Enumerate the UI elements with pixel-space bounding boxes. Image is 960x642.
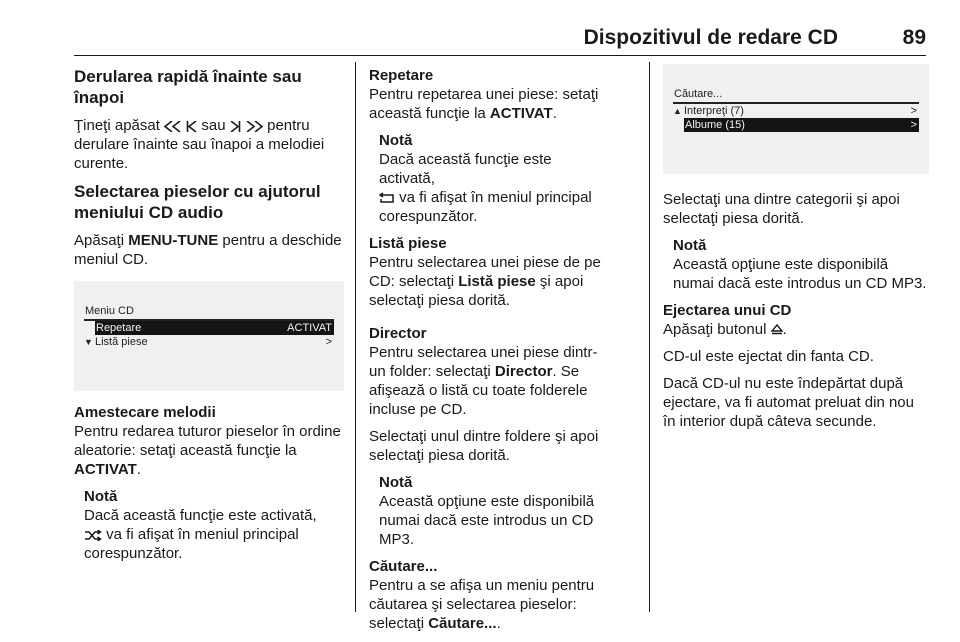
heading-seek: Derularea rapidă înainte sau înapoi [74, 67, 302, 107]
page-title: Dispozitivul de redare CD [583, 26, 838, 49]
heading-shuffle: Amestecare melodii [74, 404, 216, 421]
note-shuffle: Notă Dacă această funcţie este activată, va fi afişat în meniul principal corespunzător. [84, 488, 317, 562]
search-menu-title: Căutare... [674, 88, 723, 100]
note-director: Notă Această opţiune este disponibilă numai dacă este introdus un CD MP3. [379, 474, 595, 548]
paragraph-eject-2: CD-ul este ejectat din fanta CD. [663, 348, 874, 365]
heading-repeat: Repetare [369, 67, 434, 84]
heading-eject: Ejectarea unui CD [663, 302, 792, 319]
chevron-right-icon: > [910, 104, 917, 117]
arrow-up-icon: ▲ [84, 322, 93, 333]
paragraph-director-2: Selectaţi unul dintre foldere şi apoi selectaţi piesa dorită. [369, 428, 599, 464]
paragraph-eject: Apăsaţi butonul . [663, 321, 787, 338]
menu-row-albums: ▼ Albume (15) > [673, 118, 917, 131]
next-track-icon [230, 121, 241, 132]
cd-menu-screen [74, 281, 344, 391]
page-number: 89 [902, 26, 926, 49]
shuffle-icon [84, 530, 102, 541]
column-divider-right [649, 62, 650, 612]
rewind-icon [164, 121, 182, 132]
paragraph-repeat: Pentru repetarea unei piese: setaţi această funcţie la ACTIVAT. [369, 86, 599, 122]
previous-track-icon [186, 121, 197, 132]
heading-director: Director [369, 325, 427, 342]
menu-row-tracklist: ▼ Listă piese > [84, 335, 332, 348]
page-header [74, 26, 926, 56]
paragraph-tracklist: Pentru selectarea unei piese de pe CD: selectaţi Listă piese şi apoi selectaţi piesa dorită. [369, 254, 601, 309]
menu-row-artists: ▲ Interpreţi (7) > [673, 104, 917, 117]
arrow-down-icon: ▼ [673, 119, 682, 130]
heading-select: Selectarea pieselor cu ajutorul meniului CD audio [74, 182, 321, 222]
column-divider-left [355, 62, 356, 612]
heading-tracklist: Listă piese [369, 235, 447, 252]
arrow-up-icon: ▲ [673, 105, 682, 116]
chevron-right-icon: > [910, 118, 917, 131]
repeat-icon [379, 192, 395, 204]
paragraph-shuffle: Pentru redarea tuturor pieselor în ordine aleatorie: setaţi această funcţie la ACTIVAT. [74, 423, 341, 478]
note-mp3: Notă Această opţiune este disponibilă numai dacă este introdus un CD MP3. [673, 237, 927, 292]
heading-search: Căutare... [369, 558, 438, 575]
paragraph-director: Pentru selectarea unei piese dintr-un folder: selectaţi Director. Se afişează o listă cu toate folderele incluse pe CD. [369, 344, 598, 418]
cd-menu-title: Meniu CD [85, 305, 134, 317]
paragraph-eject-3: Dacă CD-ul nu este îndepărtat după ejectare, va fi automat preluat din nou în interior după câteva secunde. [663, 375, 914, 430]
chevron-right-icon: > [325, 335, 332, 348]
column-1 [74, 66, 344, 571]
search-menu-screen [663, 64, 929, 174]
arrow-down-icon: ▼ [84, 336, 93, 347]
fast-forward-icon [245, 121, 263, 132]
note-repeat: Notă Dacă această funcţie este activată, va fi afişat în meniul principal corespunzător. [379, 132, 592, 225]
paragraph-search: Pentru a se afişa un meniu pentru căutarea şi selectarea pieselor: selectaţi Căutare.... [369, 577, 595, 632]
paragraph-menu: Apăsaţi MENU-TUNE pentru a deschide meniul CD. [74, 232, 342, 268]
eject-icon [771, 324, 783, 336]
paragraph-seek: Ţineţi apăsat sau pentru derulare înainte sau înapoi a melodiei curente. [74, 117, 325, 172]
paragraph-category: Selectaţi una dintre categorii şi apoi selectaţi piesa dorită. [663, 191, 900, 227]
menu-row-repeat: ▲ Repetare ACTIVAT [84, 321, 332, 334]
column-3 [663, 66, 929, 439]
column-2 [369, 66, 609, 641]
